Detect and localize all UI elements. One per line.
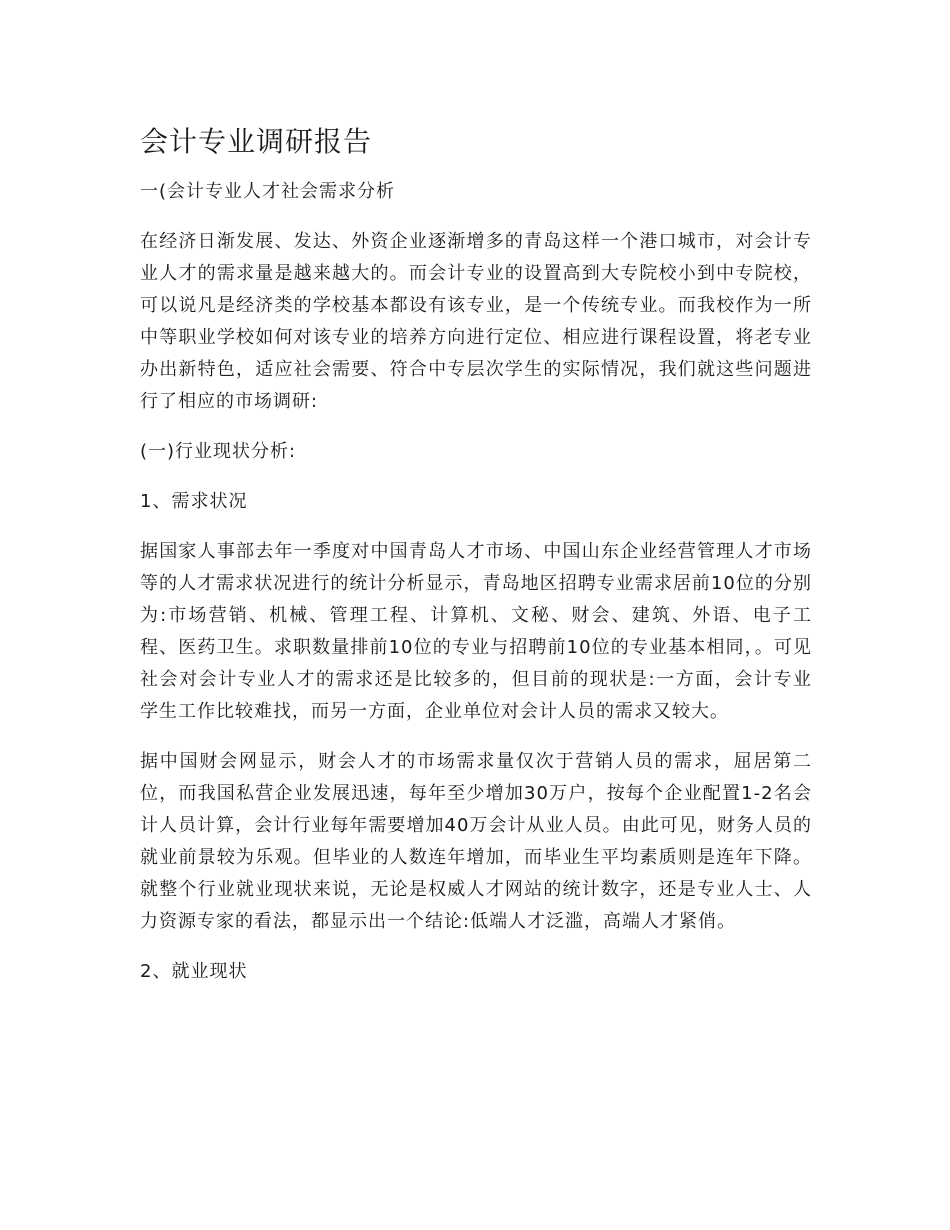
paragraph-demand-stats: 据国家人事部去年一季度对中国青岛人才市场、中国山东企业经营管理人才市场等的人才需求状况进行的统计分析显示，青岛地区招聘专业需求居前10位的分别为:市场营销、机械、管理工程、计算机、文秘、财会、建筑、外语、电子工程、医药卫生。求职数量排前10位的专业与招聘前10位的专业基本相同，。可见社会对会计专业人才的需求还是比较多的，但目前的现状是:一方面，会计专业学生工作比较难找，而另一方面，企业单位对会计人员的需求又较大。 [140, 541, 812, 722]
paragraph-intro: 在经济日渐发展、发达、外资企业逐渐增多的青岛这样一个港口城市，对会计专业人才的需求量是越来越大的。而会计专业的设置高到大专院校小到中专院校，可以说凡是经济类的学校基本都设有该专业，是一个传统专业。而我校作为一所中等职业学校如何对该专业的培养方向进行定位、相应进行课程设置，将老专业办出新特色，适应社会需要、符合中专层次学生的实际情况，我们就这些问题进行了相应的市场调研: [140, 231, 812, 412]
document-title: 会计专业调研报告 [140, 125, 373, 158]
document-page [140, 120, 812, 1006]
subsection-heading: (一)行业现状分析: [140, 441, 297, 462]
item-heading-demand: 1、需求状况 [140, 491, 248, 512]
item-heading-employment: 2、就业现状 [140, 961, 248, 982]
section-heading: 一(会计专业人才社会需求分析 [140, 181, 396, 202]
paragraph-finance-network: 据中国财会网显示，财会人才的市场需求量仅次于营销人员的需求，屈居第二位，而我国私营企业发展迅速，每年至少增加30万户，按每个企业配置1-2名会计人员计算，会计行业每年需要增加40万会计从业人员。由此可见，财务人员的就业前景较为乐观。但毕业的人数连年增加，而毕业生平均素质则是连年下降。就整个行业就业现状来说，无论是权威人才网站的统计数字，还是专业人士、人力资源专家的看法，都显示出一个结论:低端人才泛滥，高端人才紧俏。 [140, 751, 812, 932]
